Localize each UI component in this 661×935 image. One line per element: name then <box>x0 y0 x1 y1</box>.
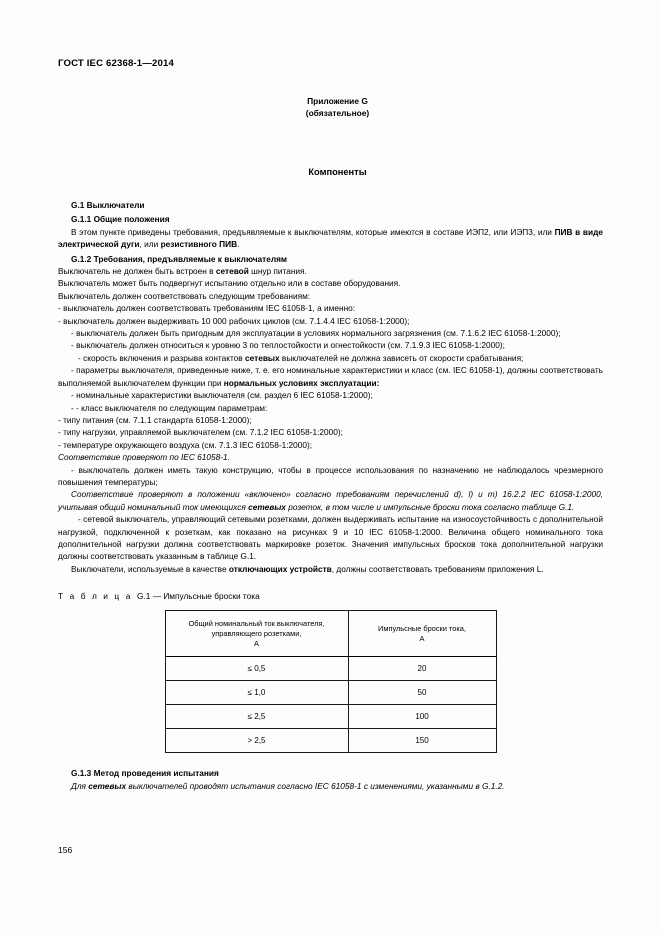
table-header-current <box>165 611 348 657</box>
bullet-g12-6-b1: нормальных условиях эксплуатации: <box>223 377 380 388</box>
annex-heading <box>72 96 603 119</box>
para-g11-1-t3: . <box>237 239 240 250</box>
conformity-note-2-t2: розеток, в том числе и импульсные броски тока согласно таблице G.1. <box>285 501 575 512</box>
para-g12-4-t1: Выключатели, используемые в качестве <box>71 563 229 574</box>
table-header-current-line2: управляющего розетками, <box>211 629 302 639</box>
table-g1 <box>165 610 497 753</box>
bullet-g12-5 <box>58 352 603 364</box>
cell-inrush: 150 <box>348 729 496 753</box>
bullet-g12-9: - типу питания (см. 7.1.1 стандарта 61058-1:2000); <box>58 414 252 425</box>
para-g13-1-b1: сетевых <box>88 780 127 791</box>
para-g12-4-t2: , должны соответствовать требованиям приложения L. <box>331 563 544 574</box>
para-g12-4-b1: отключающих устройств <box>228 563 332 574</box>
table-caption <box>58 591 603 601</box>
heading-g12: G.1.2 Требования, предъявляемые к выключателям <box>71 253 288 264</box>
table-header-current-line1: Общий номинальный ток выключателя, <box>188 619 325 629</box>
para-g11-1-b2: резистивного ПИВ <box>160 239 238 250</box>
page-content <box>58 58 603 792</box>
bullet-g12-5-b1: сетевых <box>245 352 280 363</box>
table-caption-rest: G.1 — Импульсные броски тока <box>137 591 260 602</box>
bullet-g12-8: - - класс выключателя по следующим параметрам: <box>71 402 268 413</box>
cell-inrush: 50 <box>348 681 496 705</box>
table-row <box>165 705 496 729</box>
bullet-g12-13: - сетевой выключатель, управляющий сетевыми розетками, должен выдерживать испытание на износоустойчивость с дополнительной нагрузкой, подключенной к розеткам, как показано на рисунках 9 и 10 IEC 61058-1:2000. Величина общего номинального тока дополнительной нагрузки должна соответствовать маркировке розеток. Значения импульсных бросков тока дополнительной нагрузки должны соответствовать указанным в таблице G.1. <box>58 514 603 562</box>
bullet-g12-3: - выключатель должен быть пригодным для эксплуатации в условиях нормального загрязнения (см. 7.1.6.2 IEC 61058-1:2000); <box>71 328 561 339</box>
bullet-g12-10: - типу нагрузки, управляемой выключателем (см. 7.1.2 IEC 61058-1:2000); <box>58 427 343 438</box>
annex-label: Приложение G <box>307 96 368 106</box>
bullet-g12-4: - выключатель должен относиться к уровню 3 по теплостойкости и огнестойкости (см. 7.1.9.3 IEC 61058-1:2000); <box>71 340 505 351</box>
cell-current: > 2,5 <box>165 729 348 753</box>
para-g11-1-t2: , или <box>139 239 161 250</box>
para-g12-1-b1: сетевой <box>215 266 249 277</box>
conformity-note-2-b1: сетевых <box>248 501 286 512</box>
bullet-g12-1: - выключатель должен соответствовать требованиям IEC 61058-1, а именно: <box>58 303 356 314</box>
cell-current: ≤ 2,5 <box>165 705 348 729</box>
heading-g13: G.1.3 Метод проведения испытания <box>71 768 219 779</box>
para-g12-1-t2: шнур питания. <box>248 266 307 277</box>
heading-g1: G.1 Выключатели <box>71 200 145 210</box>
table-caption-label: Т а б л и ц а <box>58 591 133 602</box>
table-header-row <box>165 611 496 657</box>
bullet-g12-5-t2: выключателей не должна зависеть от скорости срабатывания; <box>279 352 524 363</box>
para-g12-3: Выключатель должен соответствовать следующим требованиям: <box>58 290 311 301</box>
bullet-g12-11: - температуре окружающего воздуха (см. 7.1.3 IEC 61058-1:2000); <box>58 439 313 450</box>
para-g11-1-t1: В этом пункте приведены требования, предъявляемые к выключателям, которые имеются в составе ИЭП2, или ИЭП3, или <box>71 226 555 237</box>
para-g12-1-t1: Выключатель не должен быть встроен в <box>58 266 216 277</box>
bullet-g12-2: - выключатель должен выдерживать 10 000 рабочих циклов (см. 7.1.4.4 IEC 61058-1:2000); <box>58 315 410 326</box>
table-header-inrush-unit: А <box>419 634 425 644</box>
para-g13-1 <box>58 780 603 792</box>
para-g11-1-b1: ПИВ в виде электрической дуги <box>58 226 603 250</box>
cell-inrush: 100 <box>348 705 496 729</box>
para-g12-1 <box>58 265 603 277</box>
bullet-g12-6 <box>58 364 603 389</box>
conformity-note-1: Соответствие проверяют по IEC 61058-1. <box>58 452 230 463</box>
bullet-g12-7: - номинальные характеристики выключателя (см. раздел 6 IEC 61058-1:2000); <box>71 390 373 401</box>
bullet-g12-6-t1: - параметры выключателя, приведенные ниже, т. е. его номинальные характеристики и класс (см. IEC 61058-1), должны соответствовать выполняемой выключателем функции при <box>58 365 603 388</box>
heading-g11: G.1.1 Общие положения <box>71 214 170 225</box>
para-g13-1-t1: Для <box>71 780 89 791</box>
table-row <box>165 681 496 705</box>
page-number: 156 <box>58 845 73 855</box>
table-row <box>165 657 496 681</box>
bullet-g12-12: - выключатель должен иметь такую конструкцию, чтобы в процессе использования по назначению не наблюдалось чрезмерного повышения температуры; <box>58 464 603 487</box>
para-g11-1 <box>58 226 603 251</box>
para-g12-4 <box>58 563 603 575</box>
annex-title: Компоненты <box>308 167 367 177</box>
table-header-current-unit: А <box>254 639 259 649</box>
annex-status: (обязательное) <box>305 107 370 118</box>
table-header-inrush <box>348 611 496 657</box>
table-header-inrush-line1: Импульсные броски тока, <box>378 624 466 634</box>
cell-inrush: 20 <box>348 657 496 681</box>
running-head: ГОСТ IEC 62368-1—2014 <box>58 58 174 69</box>
bullet-g12-5-t1: - скорость включения и разрыва контактов <box>78 352 246 363</box>
conformity-note-2 <box>58 488 603 513</box>
cell-current: ≤ 0,5 <box>165 657 348 681</box>
para-g13-1-t2: выключателей проводят испытания согласно IEC 61058-1 с изменениями, указанными в G.1.2. <box>126 780 505 791</box>
conformity-note-2-t1: Соответствие проверяют в положении «включено» согласно требованиям перечислений d), l) и m) 16.2.2 IEC 61058-1:2000, учитывая общий номинальный ток имеющихся <box>58 489 603 512</box>
para-g12-2: Выключатель может быть подвергнут испытанию отдельно или в составе оборудования. <box>58 278 401 289</box>
table-row <box>165 729 496 753</box>
cell-current: ≤ 1,0 <box>165 681 348 705</box>
